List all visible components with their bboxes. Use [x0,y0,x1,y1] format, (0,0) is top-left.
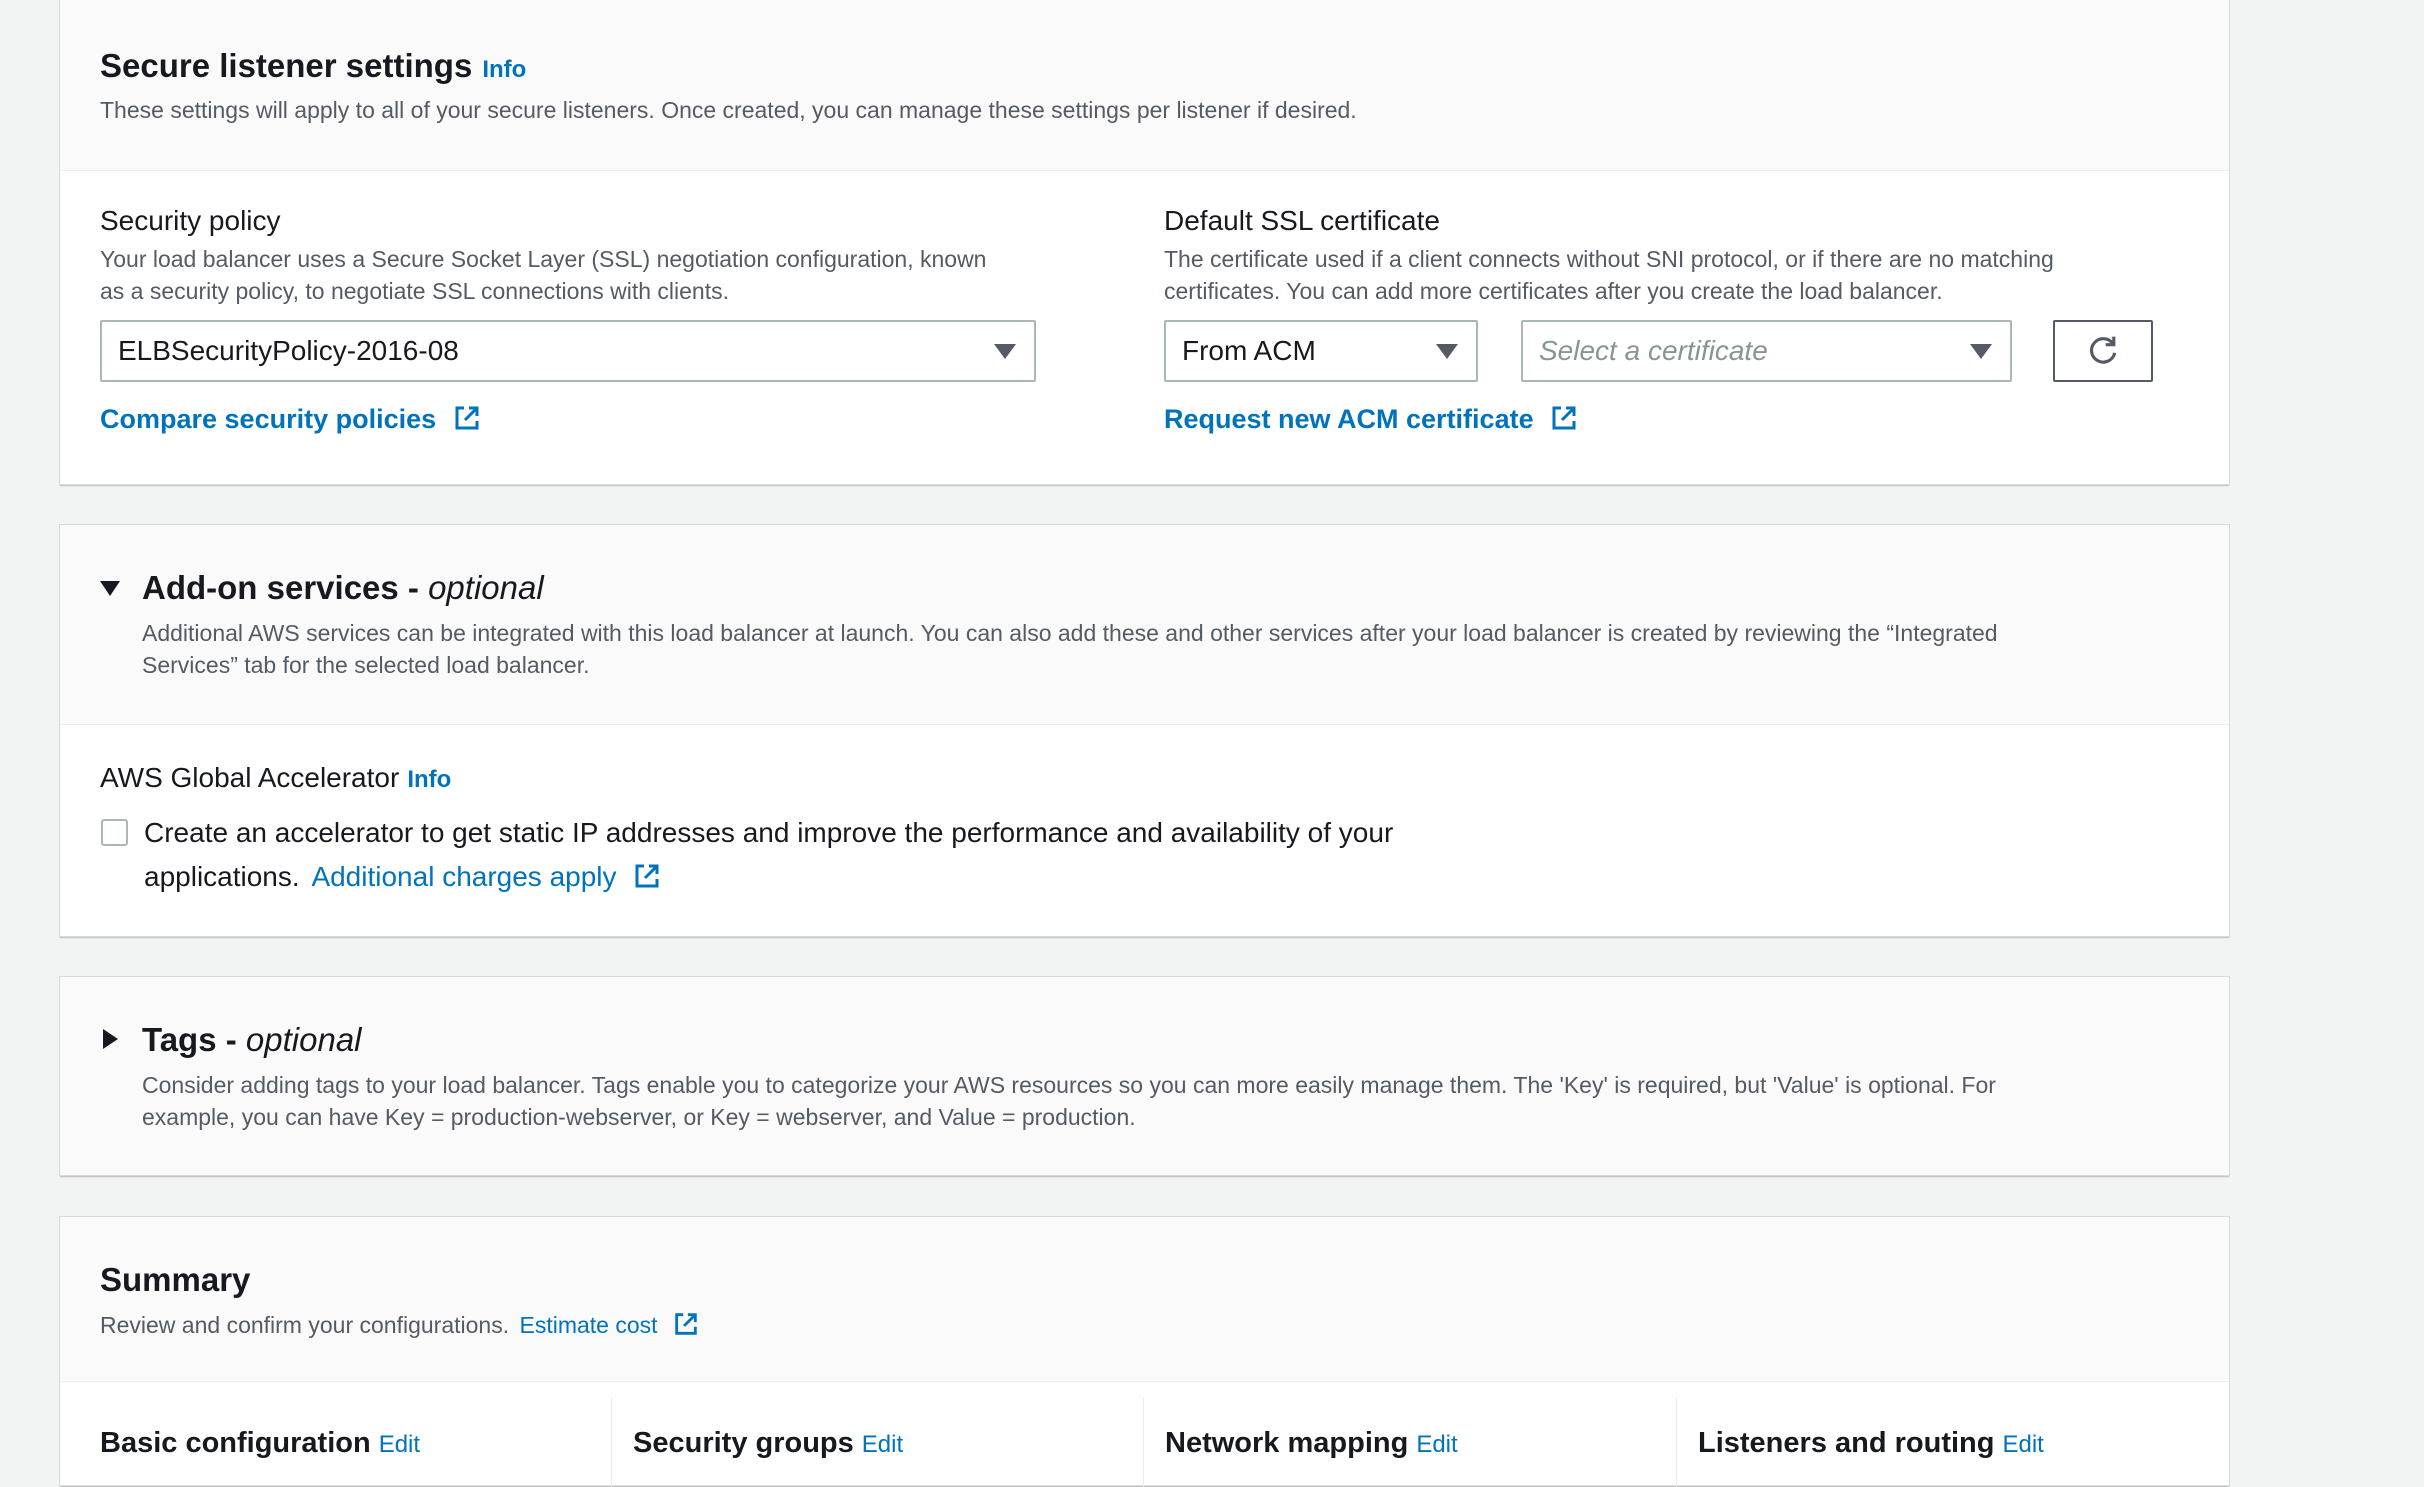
security-policy-label: Security policy [100,205,281,236]
certificate-select[interactable] [1521,320,2012,382]
tags-heading [142,1021,362,1059]
ssl-certificate-label: Default SSL certificate [1164,205,1440,236]
summary-description-row [100,1309,700,1341]
edit-listeners-routing-link[interactable]: Edit [2002,1431,2044,1458]
global-accelerator-checkbox[interactable] [101,819,128,846]
compare-security-policies-link[interactable] [100,403,482,435]
caret-down-icon [994,344,1016,359]
summary-security-groups-title: Security groups [633,1427,854,1459]
summary-title: Summary [100,1261,251,1298]
summary-listeners-routing-title: Listeners and routing [1698,1427,1995,1459]
summary-listeners-routing [1698,1427,2044,1460]
caret-right-icon[interactable] [103,1029,118,1049]
global-accelerator-checkbox-text-2-row [144,857,662,897]
ssl-certificate-description-2: certificates. You can add more certificates after you create the load balancer. [1164,278,1943,304]
summary-network-mapping [1165,1427,1458,1460]
secure-listener-heading [100,47,526,85]
addon-services-heading [142,569,544,607]
addon-services-panel [59,524,2230,937]
global-accelerator-label: AWS Global Accelerator [100,762,400,793]
global-accelerator-heading [100,762,451,794]
caret-down-icon [1436,344,1458,359]
caret-down-icon [1970,344,1992,359]
tags-panel [59,976,2230,1176]
global-accelerator-checkbox-text-2: applications. [144,861,300,892]
edit-security-groups-link[interactable]: Edit [861,1431,904,1458]
addon-services-description-2: Services” tab for the selected load balancer. [142,652,590,678]
column-divider [1143,1397,1144,1487]
edit-basic-configuration-link[interactable]: Edit [378,1431,421,1458]
external-link-icon [672,1310,700,1338]
security-policy-description-1: Your load balancer uses a Secure Socket Layer (SSL) negotiation configuration, known [100,246,987,272]
addon-services-optional: optional [428,569,544,606]
certificate-source-value: From ACM [1182,335,1316,366]
global-accelerator-checkbox-text-1: Create an accelerator to get static IP addresses and improve the performance and availability of your [144,817,1394,848]
secure-listener-title: Secure listener settings [100,47,473,84]
summary-description: Review and confirm your configurations. [100,1312,510,1338]
summary-security-groups [633,1427,903,1460]
external-link-icon [632,861,662,891]
additional-charges-link[interactable]: Additional charges apply [311,861,617,892]
refresh-certificates-button[interactable] [2053,320,2153,382]
tags-description-2: example, you can have Key = production-webserver, or Key = webserver, and Value = production. [142,1104,1136,1130]
edit-network-mapping-link[interactable]: Edit [1416,1431,1458,1458]
external-link-icon [1549,403,1579,433]
global-accelerator-info-link[interactable]: Info [407,766,452,793]
ssl-certificate-description-1: The certificate used if a client connects without SNI protocol, or if there are no matching [1164,246,2054,272]
estimate-cost-link[interactable]: Estimate cost [519,1312,658,1338]
certificate-source-select[interactable] [1164,320,1478,382]
addon-services-description-1: Additional AWS services can be integrated with this load balancer at launch. You can also add these and other services after your load balancer is created by reviewing the “Integrated [142,620,1998,646]
summary-header [60,1217,2229,1382]
request-acm-certificate-link[interactable] [1164,403,1579,435]
certificate-placeholder: Select a certificate [1539,335,1768,366]
caret-down-icon[interactable] [100,581,120,596]
addon-services-title: Add-on services - [142,569,429,606]
summary-panel [59,1216,2230,1486]
security-policy-value: ELBSecurityPolicy-2016-08 [118,335,459,366]
secure-listener-header [60,0,2229,171]
summary-network-mapping-title: Network mapping [1165,1427,1409,1459]
secure-listener-panel [59,0,2230,485]
summary-basic-configuration-title: Basic configuration [100,1427,371,1459]
request-acm-certificate-text: Request new ACM certificate [1164,404,1534,434]
tags-title: Tags - [142,1021,246,1058]
tags-optional: optional [245,1021,362,1058]
tags-header[interactable] [60,977,2229,1175]
external-link-icon [452,403,482,433]
scrollbar[interactable] [2410,0,2424,1462]
compare-security-policies-text: Compare security policies [100,404,437,434]
security-policy-description-2: as a security policy, to negotiate SSL connections with clients. [100,278,729,304]
refresh-icon [2085,333,2121,369]
column-divider [611,1397,612,1487]
security-policy-select[interactable] [100,320,1036,382]
column-divider [1676,1397,1677,1487]
addon-services-header[interactable] [60,525,2229,725]
summary-basic-configuration [100,1427,420,1460]
secure-listener-info-link[interactable]: Info [482,56,527,83]
secure-listener-description: These settings will apply to all of your secure listeners. Once created, you can manage these settings per listener if desired. [100,97,1357,123]
tags-description-1: Consider adding tags to your load balancer. Tags enable you to categorize your AWS resources so you can more easily manage them. The 'Key' is required, but 'Value' is optional. For [142,1072,1996,1098]
